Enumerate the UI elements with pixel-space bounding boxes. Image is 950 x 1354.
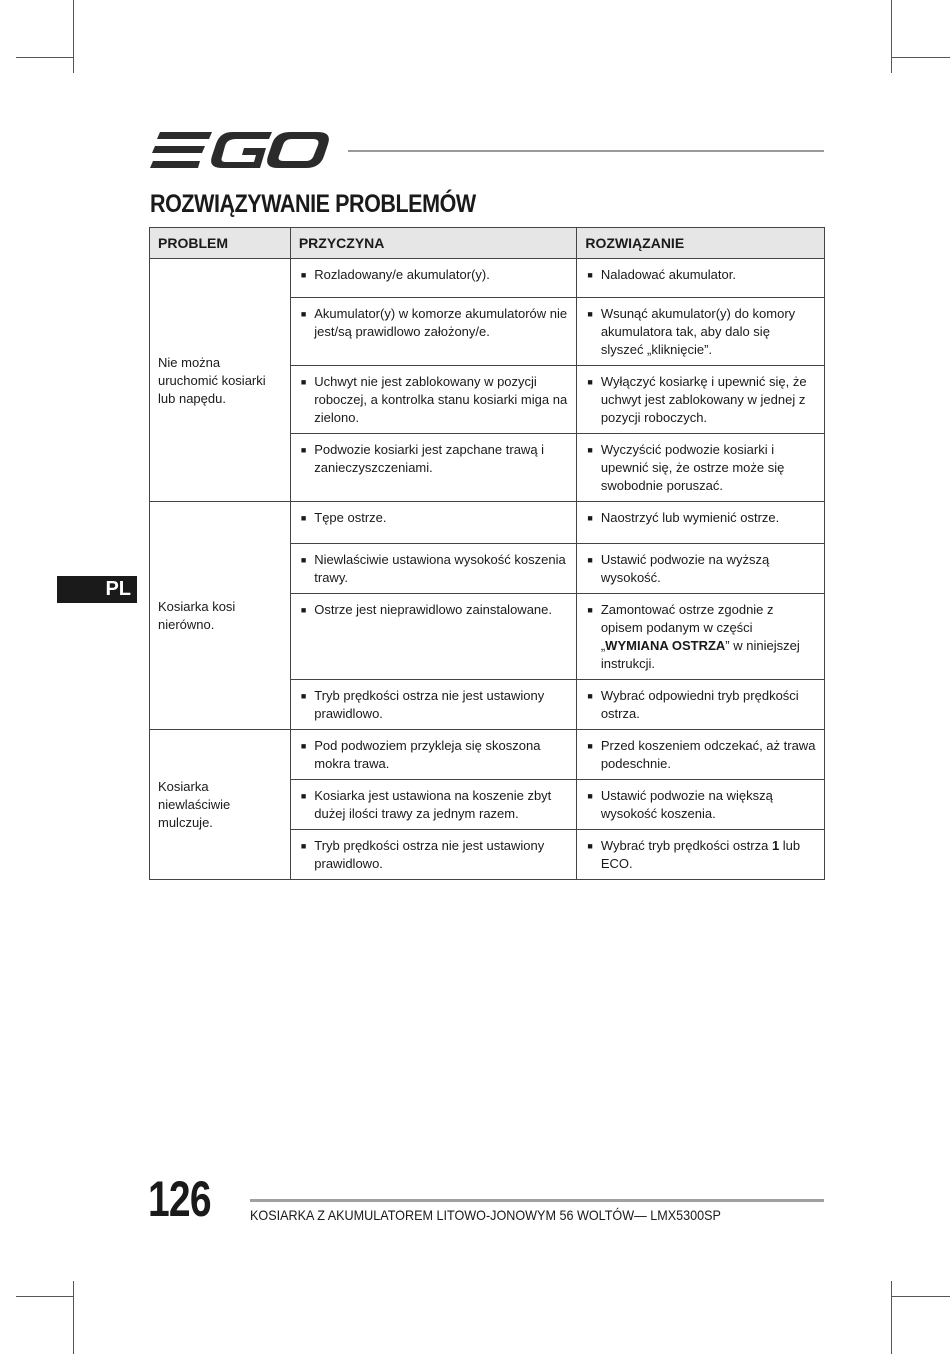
language-tab-label: PL: [105, 578, 131, 600]
crop-mark: [891, 1296, 950, 1297]
crop-mark: [16, 57, 73, 58]
bullet-icon: ■: [587, 791, 593, 801]
bullet-icon: ■: [300, 555, 307, 565]
solution-text-part: Wybrać tryb prędkości ostrza: [600, 838, 772, 853]
table-row: [150, 730, 825, 780]
header-cause: PRZYCZYNA: [290, 228, 577, 259]
solution-text: Ustawić podwozie na wyższą wysokość.: [600, 552, 770, 585]
cause-text: Uchwyt nie jest zablokowany w pozycji roboczej, a kontrolka stanu kosiarki miga na zielono.: [314, 374, 568, 425]
solution-cell: [577, 830, 825, 880]
solution-cell: [577, 544, 825, 594]
speed-mode-value: 1: [771, 838, 780, 853]
bullet-icon: ■: [300, 445, 307, 455]
bullet-icon: ■: [587, 270, 593, 280]
cause-text: Rozladowany/e akumulator(y).: [314, 267, 490, 282]
solution-text: Naladować akumulator.: [600, 267, 736, 282]
solution-text-part: Zamontować ostrze zgodnie z opisem podanym w części „: [600, 602, 774, 653]
problem-cell: Kosiarka kosi nierówno.: [150, 502, 291, 730]
solution-text: Ustawić podwozie na większą wysokość koszenia.: [600, 788, 773, 821]
bullet-icon: ■: [587, 445, 593, 455]
table-row: [150, 259, 825, 298]
bullet-icon: ■: [587, 377, 593, 387]
cause-cell: [290, 259, 577, 298]
cause-text: Tryb prędkości ostrza nie jest ustawiony prawidlowo.: [314, 688, 545, 721]
solution-cell: [577, 780, 825, 830]
cause-text: Tępe ostrze.: [314, 510, 387, 525]
cause-text: Akumulator(y) w komorze akumulatorów nie jest/są prawidlowo założony/e.: [314, 306, 568, 339]
table-header-row: [150, 228, 825, 259]
bullet-icon: ■: [300, 270, 307, 280]
bullet-icon: ■: [300, 841, 307, 851]
solution-text: [601, 601, 816, 673]
troubleshooting-table: [149, 227, 825, 880]
bullet-icon: ■: [300, 791, 307, 801]
bullet-icon: ■: [300, 377, 307, 387]
cause-cell: [290, 780, 577, 830]
solution-cell: [577, 259, 825, 298]
table-row: [150, 502, 825, 544]
cause-text: Kosiarka jest ustawiona na koszenie zbyt dużej ilości trawy za jednym razem.: [314, 788, 552, 821]
bullet-icon: ■: [587, 841, 593, 851]
bullet-icon: ■: [587, 555, 593, 565]
solution-cell: [577, 680, 825, 730]
solution-cell: [577, 730, 825, 780]
page-title: ROZWIĄZYWANIE PROBLEMÓW: [150, 190, 476, 218]
cause-cell: [290, 680, 577, 730]
solution-cell: [577, 594, 825, 680]
solution-cell: [577, 298, 825, 366]
bullet-icon: ■: [587, 309, 593, 319]
solution-text: Wyczyścić podwozie kosiarki i upewnić się, że ostrze może się swobodnie poruszać.: [600, 442, 785, 493]
cause-cell: [290, 366, 577, 434]
cause-cell: [290, 830, 577, 880]
header-problem: PROBLEM: [150, 228, 291, 259]
cause-text: Ostrze jest nieprawidlowo zainstalowane.: [314, 602, 552, 617]
crop-mark: [73, 0, 74, 73]
solution-text: Wyłączyć kosiarkę i upewnić się, że uchwyt jest zablokowany w jednej z pozycji roboczych.: [600, 374, 807, 425]
problem-cell: Nie można uruchomić kosiarki lub napędu.: [150, 259, 291, 502]
solution-cell: [577, 434, 825, 502]
crop-mark: [73, 1281, 74, 1354]
solution-text: Przed koszeniem odczekać, aż trawa podeschnie.: [600, 738, 816, 771]
solution-cell: [577, 502, 825, 544]
cause-cell: [290, 298, 577, 366]
cause-cell: [290, 502, 577, 544]
bullet-icon: ■: [300, 309, 307, 319]
cause-cell: [290, 730, 577, 780]
cause-cell: [290, 594, 577, 680]
problem-cell: Kosiarka niewlaściwie mulczuje.: [150, 730, 291, 880]
bullet-icon: ■: [300, 741, 307, 751]
ego-logo: [150, 130, 332, 172]
bullet-icon: ■: [300, 513, 307, 523]
solution-text: Wsunąć akumulator(y) do komory akumulatora tak, aby dalo się slyszeć „kliknięcie”.: [600, 306, 796, 357]
cause-text: Tryb prędkości ostrza nie jest ustawiony prawidlowo.: [314, 838, 545, 871]
section-reference: WYMIANA OSTRZA: [605, 638, 726, 653]
header-rule: [348, 150, 824, 152]
bullet-icon: ■: [587, 605, 593, 615]
bullet-icon: ■: [300, 691, 307, 701]
crop-mark: [891, 1281, 892, 1354]
page-number: 126: [148, 1171, 211, 1227]
solution-text-part: lub ECO.: [600, 838, 801, 871]
solution-text-part: ” w niniejszej instrukcji.: [600, 638, 800, 671]
solution-text: [601, 837, 816, 873]
solution-cell: [577, 366, 825, 434]
bullet-icon: ■: [587, 513, 593, 523]
footer-text: KOSIARKA Z AKUMULATOREM LITOWO-JONOWYM 56 WOLTÓW— LMX5300SP: [250, 1207, 721, 1223]
crop-mark: [891, 57, 950, 58]
solution-text: Wybrać odpowiedni tryb prędkości ostrza.: [600, 688, 799, 721]
cause-cell: [290, 544, 577, 594]
cause-text: Podwozie kosiarki jest zapchane trawą i zanieczyszczeniami.: [314, 442, 545, 475]
bullet-icon: ■: [587, 741, 593, 751]
footer-rule: [250, 1199, 824, 1202]
cause-cell: [290, 434, 577, 502]
bullet-icon: ■: [300, 605, 307, 615]
bullet-icon: ■: [587, 691, 593, 701]
header-solution: ROZWIĄZANIE: [577, 228, 825, 259]
crop-mark: [16, 1296, 73, 1297]
language-tab: [57, 576, 137, 603]
crop-mark: [891, 0, 892, 73]
solution-text: Naostrzyć lub wymienić ostrze.: [600, 510, 780, 525]
cause-text: Pod podwoziem przykleja się skoszona mokra trawa.: [314, 738, 541, 771]
cause-text: Niewlaściwie ustawiona wysokość koszenia trawy.: [314, 552, 566, 585]
